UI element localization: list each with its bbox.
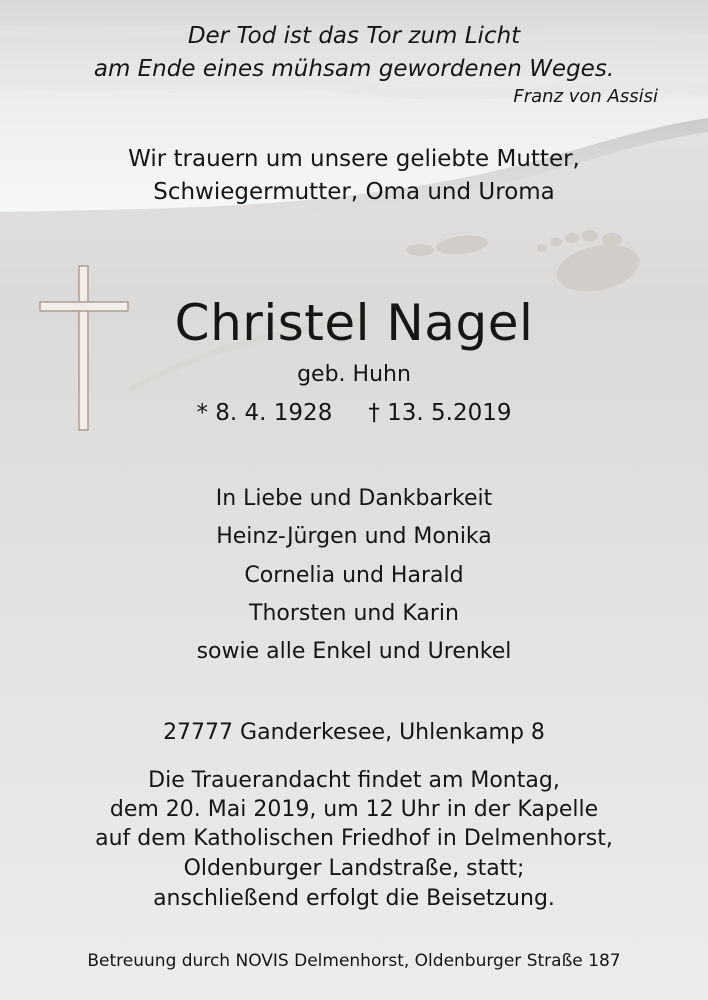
mourning-line-2: Schwiegermutter, Oma und Uroma — [153, 179, 555, 205]
birth-name: geb. Huhn — [297, 362, 411, 387]
service-info-line: Die Trauerandacht findet am Montag, — [148, 768, 560, 793]
death-date: † 13. 5.2019 — [368, 400, 512, 426]
service-info-line: anschließend erfolgt die Beisetzung. — [153, 886, 555, 911]
service-info-line: dem 20. Mai 2019, um 12 Uhr in der Kapelle — [109, 797, 599, 822]
mourner-line: In Liebe und Dankbarkeit — [215, 486, 493, 511]
life-dates — [0, 400, 708, 426]
quote-line-2: am Ende eines mühsam gewordenen Weges. — [93, 56, 615, 82]
service-info-line: auf dem Katholischen Friedhof in Delmenhorst, — [95, 826, 613, 851]
quote-author: Franz von Assisi — [513, 86, 658, 107]
mourner-line: sowie alle Enkel und Urenkel — [196, 639, 512, 664]
mourning-line-1: Wir trauern um unsere geliebte Mutter, — [128, 146, 580, 172]
quote-line-1: Der Tod ist das Tor zum Licht — [187, 23, 521, 49]
family-address: 27777 Ganderkesee, Uhlenkamp 8 — [163, 720, 545, 745]
mourner-line: Cornelia und Harald — [244, 563, 464, 588]
mourner-line: Heinz-Jürgen und Monika — [216, 524, 492, 549]
birth-date: * 8. 4. 1928 — [196, 400, 333, 426]
mourner-line: Thorsten und Karin — [249, 601, 459, 626]
service-info-line: Oldenburger Landstraße, statt; — [183, 856, 525, 881]
funeral-home-credit: Betreuung durch NOVIS Delmenhorst, Oldenburger Straße 187 — [87, 951, 621, 971]
deceased-name: Christel Nagel — [174, 294, 534, 352]
